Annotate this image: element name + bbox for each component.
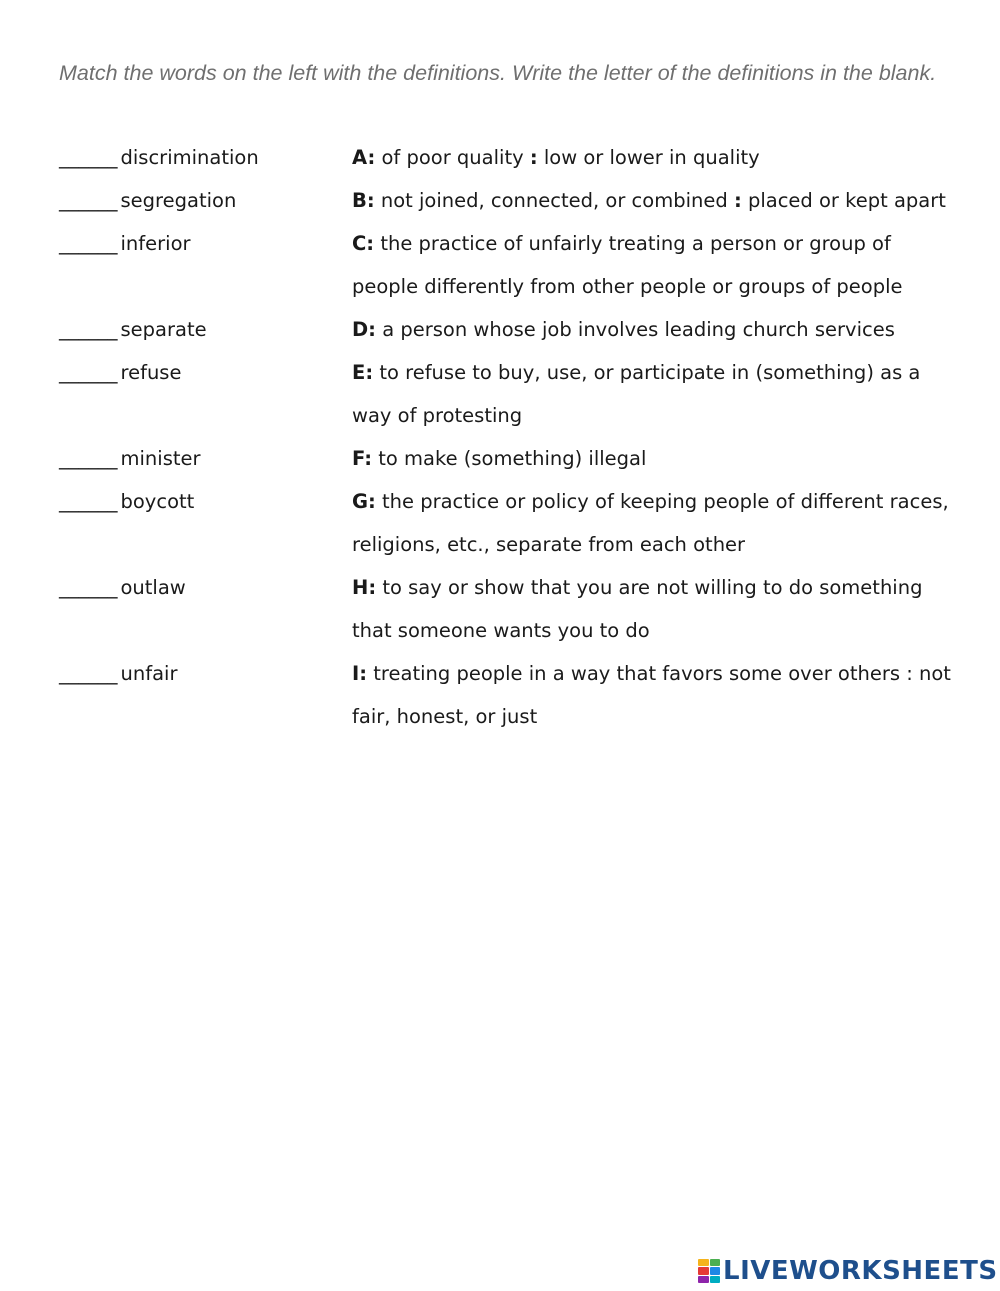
term-cell xyxy=(59,437,352,480)
term-word: unfair xyxy=(120,662,178,685)
definition-text: treating people in a way that favors some over others : not fair, honest, or just xyxy=(352,662,951,728)
logo-tile xyxy=(698,1276,709,1283)
definition-letter: A: xyxy=(352,146,376,169)
answer-blank[interactable]: ______ xyxy=(59,576,118,599)
list-item xyxy=(59,179,959,222)
liveworksheets-logo-icon xyxy=(698,1259,720,1283)
term-cell xyxy=(59,351,352,394)
term-word: discrimination xyxy=(120,146,259,169)
term-word: outlaw xyxy=(120,576,186,599)
definition-text: to refuse to buy, use, or participate in (something) as a way of protesting xyxy=(352,361,921,427)
definition-text: the practice of unfairly treating a person or group of people differently from other people or groups of people xyxy=(352,232,903,298)
definition-cell xyxy=(352,136,959,179)
answer-blank[interactable]: ______ xyxy=(59,232,118,255)
answer-blank[interactable]: ______ xyxy=(59,318,118,341)
term-word: inferior xyxy=(120,232,191,255)
logo-tile xyxy=(698,1259,709,1266)
definition-cell xyxy=(352,351,959,437)
list-item xyxy=(59,566,959,652)
answer-blank[interactable]: ______ xyxy=(59,146,118,169)
matching-list xyxy=(59,136,959,738)
definition-text: of poor quality xyxy=(381,146,524,169)
definition-cell xyxy=(352,566,959,652)
instructions: Match the words on the left with the definitions. Write the letter of the definitions in the blank. xyxy=(59,61,937,85)
answer-blank[interactable]: ______ xyxy=(59,662,118,685)
list-item xyxy=(59,308,959,351)
definition-letter: G: xyxy=(352,490,376,513)
term-cell xyxy=(59,652,352,695)
definition-letter: D: xyxy=(352,318,376,341)
definition-cell xyxy=(352,222,959,308)
definition-separator: : xyxy=(733,189,742,212)
definition-text-after: low or lower in quality xyxy=(543,146,760,169)
definition-text: to say or show that you are not willing to do something that someone wants you to do xyxy=(352,576,923,642)
term-word: refuse xyxy=(120,361,182,384)
term-cell xyxy=(59,308,352,351)
list-item xyxy=(59,652,959,738)
definition-text: the practice or policy of keeping people of different races, religions, etc., separate from each other xyxy=(352,490,949,556)
term-word: separate xyxy=(120,318,207,341)
logo-tile xyxy=(710,1267,721,1274)
definition-separator: : xyxy=(529,146,538,169)
list-item xyxy=(59,351,959,437)
answer-blank[interactable]: ______ xyxy=(59,447,118,470)
definition-letter: I: xyxy=(352,662,368,685)
term-cell xyxy=(59,222,352,265)
list-item xyxy=(59,222,959,308)
term-cell xyxy=(59,480,352,523)
definition-cell xyxy=(352,480,959,566)
definition-cell xyxy=(352,308,959,351)
list-item xyxy=(59,437,959,480)
term-word: segregation xyxy=(120,189,237,212)
term-cell xyxy=(59,179,352,222)
definition-letter: C: xyxy=(352,232,375,255)
term-word: minister xyxy=(120,447,201,470)
list-item xyxy=(59,480,959,566)
term-word: boycott xyxy=(120,490,195,513)
liveworksheets-logo xyxy=(698,1257,998,1285)
logo-text: LIVEWORKSHEETS xyxy=(723,1256,998,1286)
answer-blank[interactable]: ______ xyxy=(59,490,118,513)
term-cell xyxy=(59,136,352,179)
logo-tile xyxy=(710,1259,721,1266)
answer-blank[interactable]: ______ xyxy=(59,361,118,384)
term-cell xyxy=(59,566,352,609)
definition-text: a person whose job involves leading church services xyxy=(382,318,895,341)
logo-tile xyxy=(710,1276,721,1283)
definition-text: not joined, connected, or combined xyxy=(380,189,728,212)
logo-tile xyxy=(698,1267,709,1274)
definition-text: to make (something) illegal xyxy=(378,447,647,470)
list-item xyxy=(59,136,959,179)
definition-letter: H: xyxy=(352,576,377,599)
definition-cell xyxy=(352,437,959,480)
definition-cell xyxy=(352,652,959,738)
definition-letter: F: xyxy=(352,447,373,470)
definition-text-after: placed or kept apart xyxy=(747,189,946,212)
definition-letter: E: xyxy=(352,361,374,384)
definition-letter: B: xyxy=(352,189,375,212)
definition-cell xyxy=(352,179,959,222)
answer-blank[interactable]: ______ xyxy=(59,189,118,212)
